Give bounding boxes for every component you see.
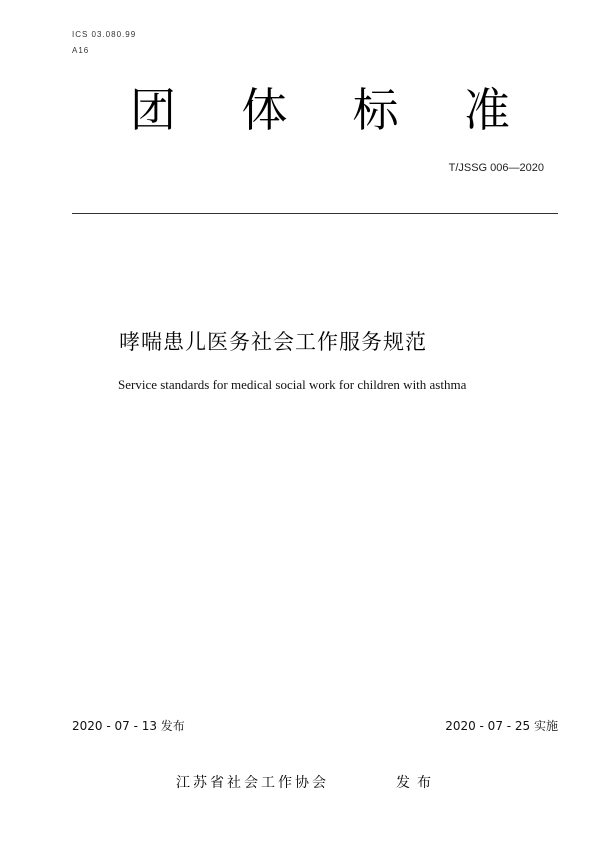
standard-type-char: 准 — [463, 83, 510, 137]
header-divider — [72, 213, 558, 214]
classification-code: A16 — [72, 46, 90, 55]
publish-date: 2020 - 07 - 13 发布 — [72, 719, 185, 733]
implementation-date: 2020 - 07 - 25 实施 — [445, 719, 558, 733]
standard-type-char: 团 — [130, 83, 176, 137]
standard-number: T/JSSG 006—2020 — [448, 162, 544, 174]
document-title-english: Service standards for medical social work for children with asthma — [118, 377, 467, 392]
publisher-name: 江苏省社会工作协会 — [176, 775, 329, 791]
ics-code: ICS 03.080.99 — [72, 30, 137, 39]
standard-type-heading — [130, 80, 510, 140]
publish-label: 发布 — [396, 775, 438, 791]
document-title-chinese: 哮喘患儿医务社会工作服务规范 — [119, 330, 427, 354]
standard-type-char: 标 — [352, 83, 399, 137]
standard-type-char: 体 — [241, 83, 288, 137]
